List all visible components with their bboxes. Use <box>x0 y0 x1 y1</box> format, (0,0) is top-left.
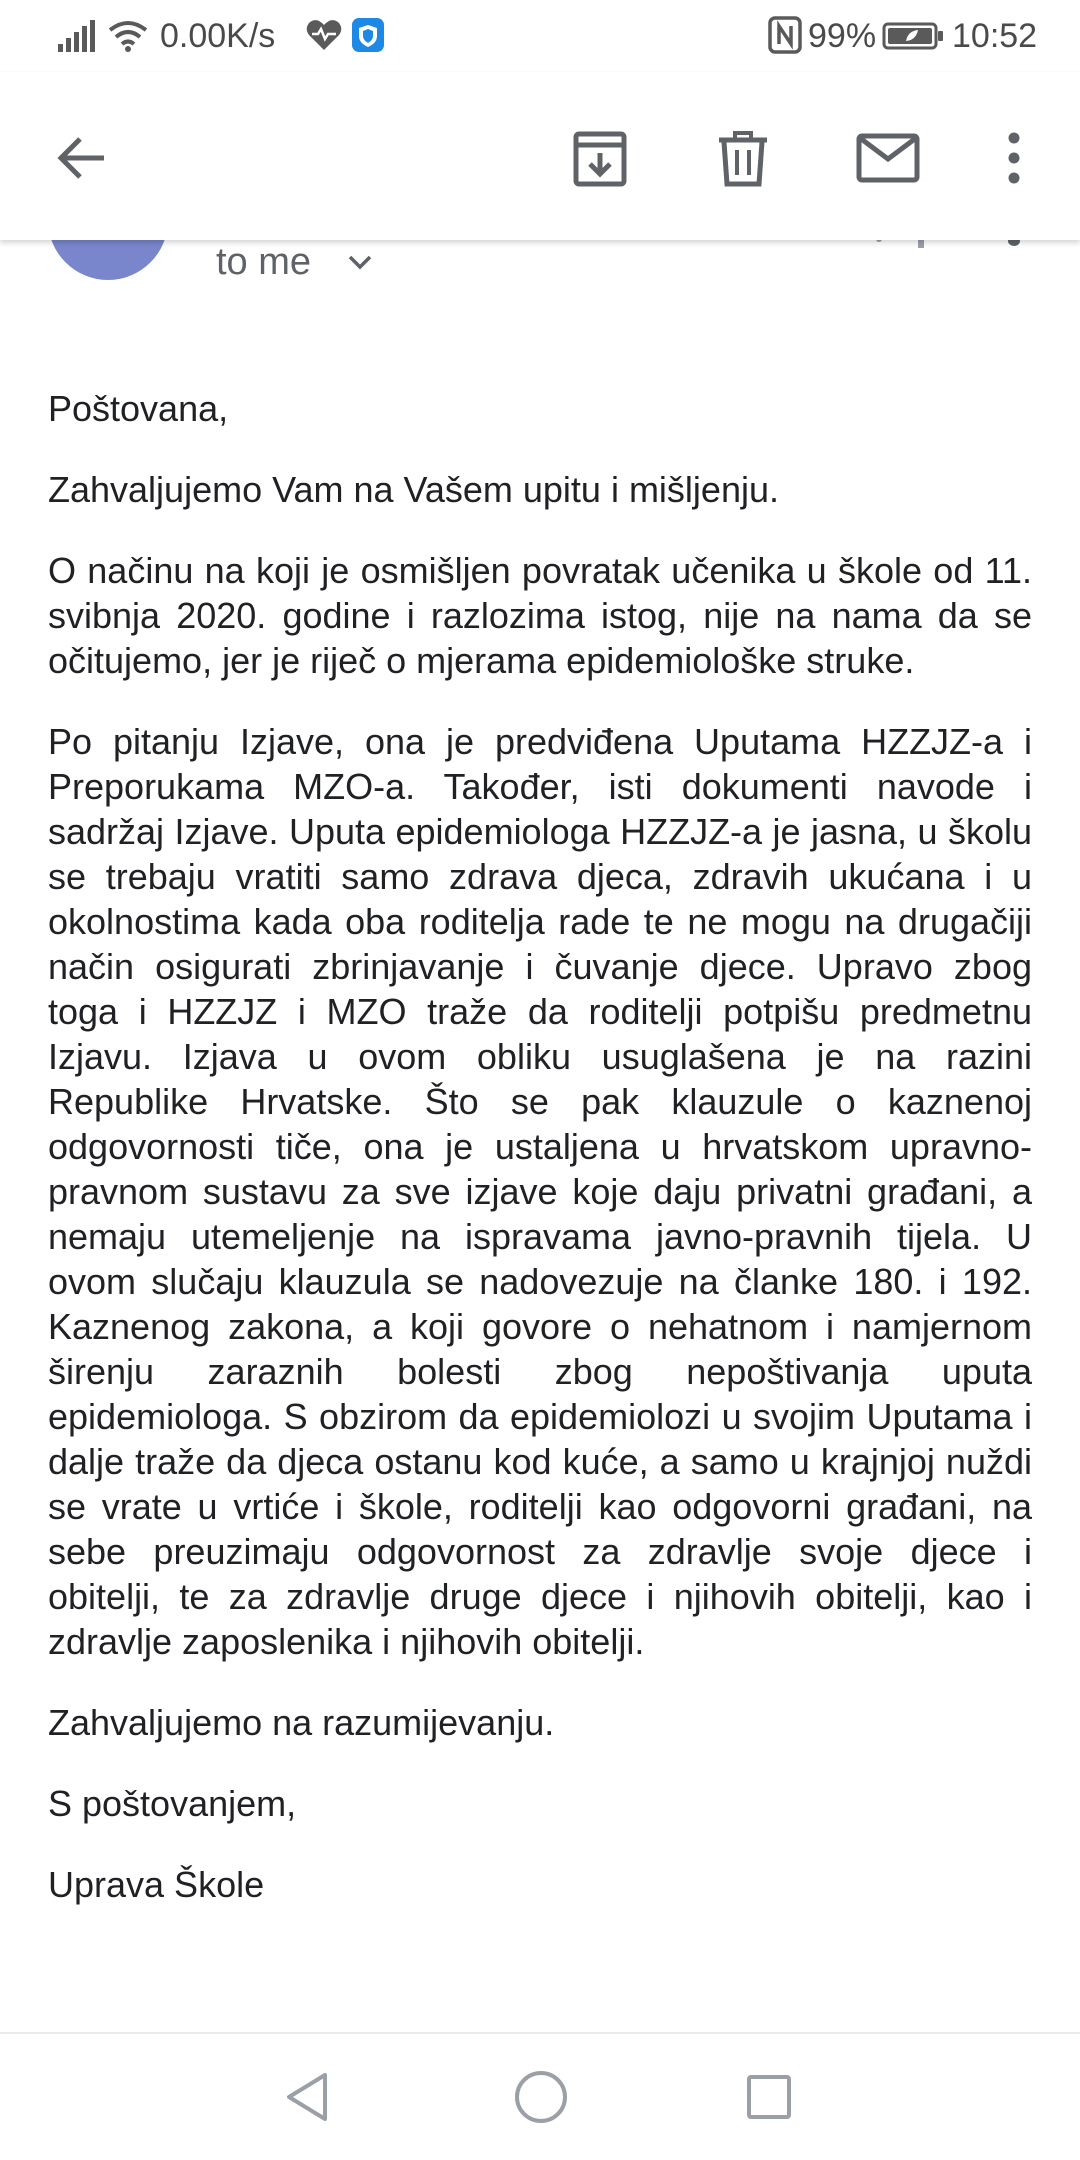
recipient-label[interactable]: to me <box>216 241 312 283</box>
nfc-icon <box>768 16 802 54</box>
more-options-button[interactable] <box>974 118 1054 198</box>
email-greeting: Poštovana, <box>48 388 229 429</box>
network-speed: 0.00K/s <box>160 17 276 55</box>
delete-icon <box>713 128 773 188</box>
battery-icon <box>882 22 944 50</box>
app-bar <box>0 72 1080 240</box>
status-bar <box>0 0 1080 72</box>
nav-recents-button[interactable] <box>734 2062 804 2132</box>
email-thanks: Zahvaljujemo Vam na Vašem upitu i mišljenju. <box>48 469 779 510</box>
mark-unread-button[interactable] <box>848 118 928 198</box>
wifi-icon <box>108 18 148 52</box>
nav-home-button[interactable] <box>506 2062 576 2132</box>
more-vert-icon <box>1004 130 1024 186</box>
mark-unread-icon <box>856 132 920 184</box>
email-signature: Uprava Škole <box>48 1864 265 1905</box>
sender-avatar[interactable] <box>48 236 168 280</box>
signal-icon <box>58 20 98 52</box>
nav-recents-icon <box>745 2073 793 2121</box>
email-body <box>48 386 1032 1907</box>
chevron-down-icon[interactable] <box>346 252 374 274</box>
clock: 10:52 <box>952 17 1038 55</box>
email-regards: S poštovanjem, <box>48 1783 297 1824</box>
email-closing-thanks: Zahvaljujemo na razumijevanju. <box>48 1702 555 1743</box>
back-button[interactable] <box>42 118 122 198</box>
archive-icon <box>570 128 630 188</box>
nav-back-button[interactable] <box>272 2062 342 2132</box>
shield-icon <box>350 16 386 54</box>
nav-home-icon <box>513 2069 569 2125</box>
health-icon <box>306 18 342 52</box>
email-paragraph-statement: Po pitanju Izjave, ona je predviđena Uputama HZZJZ-a i Preporukama MZO-a. Također, isti dokumenti navode i sadržaj Izjave. Uputa epidemiologa HZZJZ-a je jasna, u školu se trebaju vratiti samo zdrava djeca, zdravih ukućana i u okolnostima kada oba roditelja rade te ne mogu na drugačiji način osigurati zbrinjavanje i čuvanje djece. Upravo zbog toga i HZZJZ i MZO traže da roditelji potpišu predmetnu Izjavu. Izjava u ovom obliku usuglašena je na razini Republike Hrvatske. Što se pak klauzule o kaznenoj odgovornosti tiče, ona je ustaljena u hrvatskom upravno-pravnom sustavu za sve izjave koje daju privatni građani, a nemaju utemeljenje na ispravama javno-pravnih tijela. U ovom slučaju klauzula se nadovezuje na članke 180. i 192. Kaznenog zakona, a koji govore o nehatnom i namjernom širenju zaraznih bolesti zbog nepoštivanja uputa epidemiologa. S obzirom da epidemiolozi u svojim Uputama i dalje traže da djeca ostanu kod kuće, a samo u krajnjoj nuždi se vrate u vrtiće i škole, roditelji kao odgovorni građani, na sebe preuzimaju odgovornost za zdravlje svoje djece i obitelji, te za zdravlje druge djece i njihovih obitelji, kao i zdravlje zaposlenika i njihovih obitelji. <box>48 721 1032 1662</box>
battery-percent: 99% <box>808 17 877 55</box>
system-nav-bar <box>0 2034 1080 2160</box>
nav-back-icon <box>283 2071 331 2123</box>
message-header <box>0 236 1080 346</box>
email-paragraph-method: O načinu na koji je osmišljen povratak učenika u škole od 11. svibnja 2020. godine i razlozima istog, nije na nama da se očitujemo, jer je riječ o mjerama epidemiološke struke. <box>48 550 1032 681</box>
back-arrow-icon <box>54 130 110 186</box>
archive-button[interactable] <box>560 118 640 198</box>
delete-button[interactable] <box>703 118 783 198</box>
